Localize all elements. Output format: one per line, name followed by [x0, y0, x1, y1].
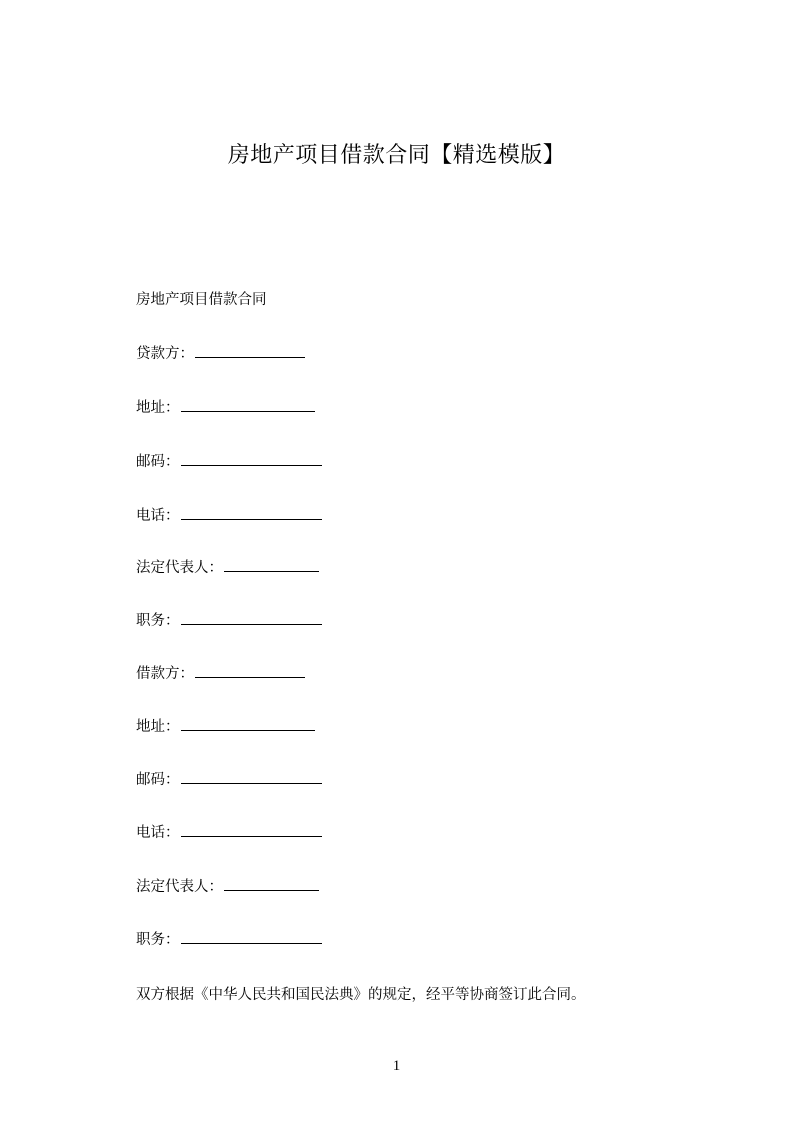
lender-postcode-field [136, 452, 322, 472]
borrower-phone-field [136, 823, 322, 843]
lender-legal-rep-field [136, 558, 319, 578]
contract-subtitle: 房地产项目借款合同 [136, 292, 267, 308]
lender-address-blank [181, 398, 315, 412]
borrower-legal-rep-field [136, 877, 319, 897]
borrower-address-label: 地址： [136, 719, 180, 735]
agreement-paragraph: 双方根据《中华人民共和国民法典》的规定，经平等协商签订此合同。 [136, 987, 586, 1003]
borrower-address-blank [181, 717, 315, 731]
page-number: 1 [392, 1058, 401, 1074]
borrower-position-label: 职务： [136, 932, 180, 948]
borrower-phone-label: 电话： [136, 825, 180, 841]
borrower-party-field [136, 664, 305, 684]
lender-phone-blank [181, 506, 322, 520]
lender-postcode-blank [181, 452, 322, 466]
page-title: 房地产项目借款合同【精选模版】 [227, 143, 566, 168]
borrower-postcode-field [136, 770, 322, 790]
lender-legal-rep-blank [224, 558, 319, 572]
borrower-postcode-blank [181, 770, 322, 784]
lender-party-label: 贷款方： [136, 346, 194, 362]
lender-phone-label: 电话： [136, 508, 180, 524]
lender-position-blank [181, 611, 322, 625]
lender-legal-rep-label: 法定代表人： [136, 560, 223, 576]
lender-party-blank [195, 344, 305, 358]
borrower-legal-rep-label: 法定代表人： [136, 879, 223, 895]
lender-position-label: 职务： [136, 613, 180, 629]
borrower-position-field [136, 930, 322, 950]
lender-address-field [136, 398, 315, 418]
borrower-legal-rep-blank [224, 877, 319, 891]
borrower-position-blank [181, 930, 322, 944]
borrower-address-field [136, 717, 315, 737]
lender-address-label: 地址： [136, 400, 180, 416]
borrower-phone-blank [181, 823, 322, 837]
borrower-postcode-label: 邮码： [136, 772, 180, 788]
borrower-party-label: 借款方： [136, 666, 194, 682]
lender-position-field [136, 611, 322, 631]
lender-postcode-label: 邮码： [136, 454, 180, 470]
borrower-party-blank [195, 664, 305, 678]
lender-phone-field [136, 506, 322, 526]
lender-party-field [136, 344, 305, 364]
